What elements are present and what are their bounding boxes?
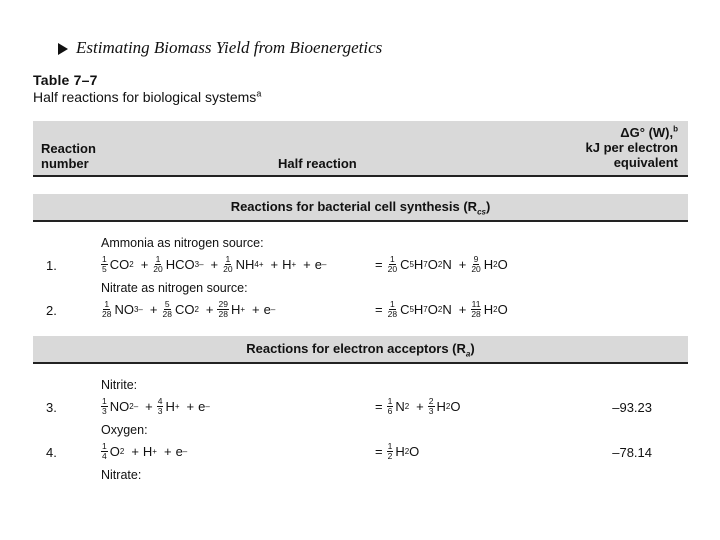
row4-delta-g: –78.14 bbox=[612, 445, 652, 460]
species: H 2 O bbox=[483, 257, 508, 272]
header-reaction-number-line2: number bbox=[41, 156, 89, 171]
species: CO 2 bbox=[109, 257, 134, 272]
species: CO 2 bbox=[174, 302, 199, 317]
species: e – bbox=[314, 257, 327, 272]
fraction: $\frac{29}{28}$ bbox=[218, 299, 228, 319]
table-row bbox=[33, 395, 688, 421]
row4-left-side: $\frac{1}{4}$ O 2 + H + + e – bbox=[102, 441, 188, 461]
fraction: $\frac{1}{28}$ bbox=[102, 299, 112, 319]
header-delta-g-line1 bbox=[586, 125, 679, 140]
species: H 2 O bbox=[483, 302, 508, 317]
species: e – bbox=[198, 399, 210, 414]
row1-number: 1. bbox=[46, 258, 57, 273]
fraction: $\frac{1}{20}$ bbox=[153, 254, 163, 274]
species: H 2 O bbox=[436, 399, 461, 414]
species: H + bbox=[142, 444, 157, 459]
row4-right-side: = $\frac{1}{2}$ H 2 O bbox=[375, 441, 420, 461]
header-reaction-number bbox=[41, 141, 96, 171]
row2-source-label: Nitrate as nitrogen source: bbox=[101, 281, 248, 295]
table-caption bbox=[33, 89, 261, 105]
row2-right-side: = $\frac{1}{28}$ C 5 H 7 O 2 N + $\frac{11}{28}$ H 2 O bbox=[375, 299, 508, 319]
table-row bbox=[33, 298, 688, 324]
table-row bbox=[33, 253, 688, 279]
row5-source-label: Nitrate: bbox=[101, 468, 142, 482]
row1-left-side: $\frac{1}{5}$ CO 2 + $\frac{1}{20}$ HCO 3 – + $\frac{1}{20}$ NH 4 + + H + + e – bbox=[102, 254, 327, 274]
section-bacterial-sub: cs bbox=[477, 207, 486, 217]
fraction: $\frac{1}{20}$ bbox=[223, 254, 233, 274]
species: NH 4 + bbox=[235, 257, 264, 272]
species: H + bbox=[230, 302, 246, 317]
species: e – bbox=[263, 302, 276, 317]
fraction: $\frac{1}{20}$ bbox=[387, 254, 398, 274]
row3-source-label: Nitrite: bbox=[101, 378, 138, 392]
section-bacterial-synthesis bbox=[33, 194, 688, 222]
section-bacterial-close: ) bbox=[485, 199, 491, 214]
header-delta-g-note: b bbox=[673, 124, 678, 134]
species: H + bbox=[165, 399, 180, 414]
species: HCO 3 – bbox=[165, 257, 204, 272]
species: e – bbox=[175, 444, 188, 459]
species: O 2 bbox=[109, 444, 125, 459]
header-half-reaction: Half reaction bbox=[278, 156, 357, 171]
row3-left-side: $\frac{1}{3}$ NO 2 – + $\frac{4}{3}$ H + + e – bbox=[102, 396, 210, 416]
fraction: $\frac{1}{5}$ bbox=[102, 254, 107, 274]
fraction: $\frac{9}{20}$ bbox=[471, 254, 481, 274]
section-bacterial-title: Reactions for bacterial cell synthesis (R bbox=[230, 199, 478, 214]
header-delta-g-text: ΔG° (W), bbox=[620, 125, 674, 140]
table-label: Table 7–7 bbox=[33, 72, 98, 88]
header-delta-g-line2: kJ per electron bbox=[585, 140, 678, 155]
fraction: $\frac{4}{3}$ bbox=[157, 396, 163, 416]
slide-title bbox=[58, 38, 382, 58]
fraction: $\frac{1}{2}$ bbox=[387, 441, 393, 461]
header-delta-g bbox=[586, 125, 679, 170]
row2-number: 2. bbox=[46, 303, 57, 318]
fraction: $\frac{1}{4}$ bbox=[102, 441, 107, 461]
fraction: $\frac{2}{3}$ bbox=[428, 396, 434, 416]
fraction: $\frac{1}{6}$ bbox=[387, 396, 393, 416]
fraction: $\frac{1}{3}$ bbox=[102, 396, 107, 416]
table-row bbox=[33, 440, 688, 466]
species: H 2 O bbox=[395, 444, 420, 459]
species: NO 3 – bbox=[114, 302, 143, 317]
section-acceptors-title: Reactions for electron acceptors (R bbox=[246, 341, 466, 356]
fraction: $\frac{5}{28}$ bbox=[162, 299, 172, 319]
row3-right-side: = $\frac{1}{6}$ N 2 + $\frac{2}{3}$ H 2 O bbox=[375, 396, 461, 416]
fraction: $\frac{11}{28}$ bbox=[471, 299, 481, 319]
species: H + bbox=[282, 257, 297, 272]
arrow-bullet-icon bbox=[58, 43, 68, 55]
row1-source-label: Ammonia as nitrogen source: bbox=[101, 236, 264, 250]
fraction: $\frac{1}{28}$ bbox=[387, 299, 398, 319]
row4-number: 4. bbox=[46, 445, 57, 460]
header-reaction-number-line1: Reaction bbox=[41, 141, 96, 156]
species: N 2 bbox=[395, 399, 410, 414]
section-electron-acceptors bbox=[33, 336, 688, 364]
section-acceptors-close: ) bbox=[470, 341, 475, 356]
header-delta-g-line3: equivalent bbox=[613, 155, 678, 170]
table-caption-text: Half reactions for biological systems bbox=[33, 89, 257, 105]
table-header bbox=[33, 121, 688, 177]
row4-source-label: Oxygen: bbox=[101, 423, 148, 437]
row3-number: 3. bbox=[46, 400, 57, 415]
species: C 5 H 7 O 2 N bbox=[400, 257, 452, 272]
half-reactions-table bbox=[33, 121, 688, 485]
species: C 5 H 7 O 2 N bbox=[400, 302, 452, 317]
row1-right-side: = $\frac{1}{20}$ C 5 H 7 O 2 N + $\frac{9}{20}$ H 2 O bbox=[375, 254, 508, 274]
slide-title-text: Estimating Biomass Yield from Bioenergetics bbox=[76, 38, 383, 57]
table-caption-note: a bbox=[256, 88, 262, 99]
species: NO 2 – bbox=[109, 399, 139, 414]
section-acceptors-sub: a bbox=[465, 349, 471, 359]
row2-left-side: $\frac{1}{28}$ NO 3 – + $\frac{5}{28}$ CO 2 + $\frac{29}{28}$ H + + e – bbox=[102, 299, 276, 319]
row3-delta-g: –93.23 bbox=[612, 400, 652, 415]
